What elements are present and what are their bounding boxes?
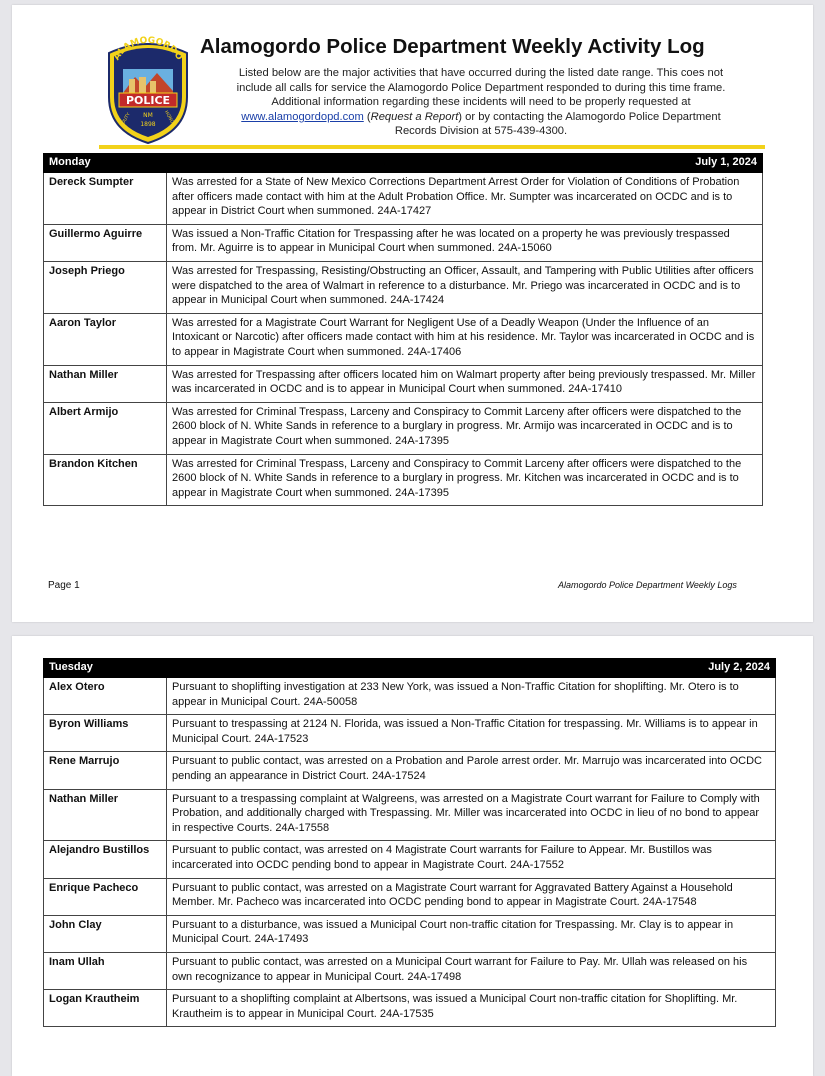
badge-center-text: POLICE xyxy=(125,94,171,107)
website-link[interactable]: www.alamogordopd.com xyxy=(241,110,364,123)
day-date: July 2, 2024 xyxy=(167,659,776,678)
day-header-row xyxy=(44,154,763,173)
table-row xyxy=(44,402,763,454)
badge-year-text: 1898 xyxy=(140,121,156,128)
person-name: Albert Armijo xyxy=(44,402,167,454)
table-row xyxy=(44,313,763,365)
person-name: Byron Williams xyxy=(44,715,167,752)
intro-paragraph xyxy=(200,66,762,139)
activity-description: Pursuant to public contact, was arrested on 4 Magistrate Court warrants for Failure to Appear. Mr. Bustillos was incarcerated into OCDC pending bond to appear in Magistrate Court. 24A-17552 xyxy=(167,841,776,878)
badge-ring-right-text: HONOR xyxy=(163,110,176,128)
activity-description: Pursuant to shoplifting investigation at 233 New York, was issued a Non-Traffic Citation for shoplifting. Mr. Otero is to appear in Municipal Court. 24A-50058 xyxy=(167,678,776,715)
table-row xyxy=(44,841,776,878)
document-page-2 xyxy=(12,636,813,1076)
intro-link-line: www.alamogordopd.com (Request a Report) or by contacting the Alamogordo Police Department xyxy=(241,110,721,123)
intro-line: include all calls for service the Alamogordo Police Department responded to during this time frame. xyxy=(236,81,726,94)
person-name: Alejandro Bustillos xyxy=(44,841,167,878)
activity-table-tuesday xyxy=(43,658,776,1027)
table-row xyxy=(44,224,763,261)
police-badge-logo xyxy=(105,33,191,145)
person-name: Brandon Kitchen xyxy=(44,454,167,506)
table-row xyxy=(44,878,776,915)
person-name: Nathan Miller xyxy=(44,789,167,841)
day-header-row xyxy=(44,659,776,678)
intro-line: Additional information regarding these incidents will need to be properly requested at xyxy=(271,96,691,109)
person-name: Inam Ullah xyxy=(44,952,167,989)
document-page-1 xyxy=(12,5,813,622)
person-name: John Clay xyxy=(44,915,167,952)
badge-top-text: ALAMOGORDO xyxy=(111,35,185,63)
activity-description: Pursuant to a shoplifting complaint at Albertsons, was issued a Municipal Court non-traffic citation for Shoplifting. Mr. Krautheim is to appear in Municipal Court. 24A-17535 xyxy=(167,990,776,1027)
activity-description: Pursuant to public contact, was arrested on a Municipal Court warrant for Failure to Pay. Mr. Ullah was released on his own recognizance to appear in Municipal Court. 24A-17498 xyxy=(167,952,776,989)
page-title: Alamogordo Police Department Weekly Activity Log xyxy=(200,35,705,58)
document-header xyxy=(12,5,813,155)
activity-description: Was arrested for Criminal Trespass, Larceny and Conspiracy to Commit Larceny after officers were dispatched to the 2600 block of N. White Sands in reference to a burglary in progress. Mr. Armijo was incarcerated in OCDC and is to appear in Magistrate Court when summoned. 24A-17395 xyxy=(167,402,763,454)
badge-ring-left-text: DUTY xyxy=(121,112,132,126)
table-row xyxy=(44,715,776,752)
header-divider xyxy=(99,145,765,149)
table-row xyxy=(44,789,776,841)
table-row xyxy=(44,454,763,506)
activity-description: Was arrested for Trespassing, Resisting/Obstructing an Officer, Assault, and Tampering with Public Utilities after officers were dispatched to the area of Walmart in reference to a disturbance. Mr. Priego was incarcerated in OCDC and is to appear in Municipal Court when summoned. 24A-17424 xyxy=(167,261,763,313)
person-name: Alex Otero xyxy=(44,678,167,715)
table-row xyxy=(44,952,776,989)
person-name: Nathan Miller xyxy=(44,365,167,402)
intro-line: Records Division at 575-439-4300. xyxy=(394,125,568,138)
activity-description: Was arrested for Criminal Trespass, Larceny and Conspiracy to Commit Larceny after officers were dispatched to the 2600 block of N. White Sands in reference to a burglary in progress. Mr. Kitchen was incarcerated in OCDC and is to appear in Magistrate Court when summoned. 24A-17395 xyxy=(167,454,763,506)
activity-description: Was arrested for a Magistrate Court Warrant for Negligent Use of a Deadly Weapon (Under the Influence of an Intoxicant or Narcotic) after officers made contact with him at his residence. Mr. Taylor was incarcerated in OCDC and is to appear in Magistrate Court when summoned. 24A-17406 xyxy=(167,313,763,365)
day-label: Tuesday xyxy=(44,659,167,678)
activity-table-monday xyxy=(43,153,763,506)
activity-description: Was arrested for a State of New Mexico Corrections Department Arrest Order for Violation of Conditions of Probation after officers made contact with him at the Adult Probation Office. Mr. Sumpter was incarcerated on OCDC and is to appear in District Court when summoned. 24A-17427 xyxy=(167,173,763,225)
activity-description: Pursuant to trespassing at 2124 N. Florida, was issued a Non-Traffic Citation for trespassing. Mr. Williams is to appear in Municipal Court. 24A-17523 xyxy=(167,715,776,752)
activity-description: Was issued a Non-Traffic Citation for Trespassing after he was located on a property he was previously trespassed from. Mr. Aguirre is to appear in Municipal Court when summoned. 24A-15060 xyxy=(167,224,763,261)
badge-state-text: NM xyxy=(143,112,153,119)
intro-link-tail: or by contacting the Alamogordo Police Department xyxy=(462,110,721,123)
table-row xyxy=(44,678,776,715)
activity-description: Was arrested for Trespassing after officers located him on Walmart property after being previously trespassed. Mr. Miller was incarcerated in OCDC and is to appear in Municipal Court when summoned. 24A-17410 xyxy=(167,365,763,402)
request-report-text: Request a Report xyxy=(370,110,459,123)
table-row xyxy=(44,990,776,1027)
activity-description: Pursuant to public contact, was arrested on a Probation and Parole arrest order. Mr. Marrujo was incarcerated into OCDC pending an appearance in District Court. 24A-17524 xyxy=(167,752,776,789)
footer-title: Alamogordo Police Department Weekly Logs xyxy=(558,580,737,590)
intro-line: Listed below are the major activities that have occurred during the listed date range. This coes not xyxy=(238,67,724,79)
day-label: Monday xyxy=(44,154,167,173)
person-name: Aaron Taylor xyxy=(44,313,167,365)
activity-description: Pursuant to a disturbance, was issued a Municipal Court non-traffic citation for Trespassing. Mr. Clay is to appear in Municipal Court. 24A-17493 xyxy=(167,915,776,952)
table-row xyxy=(44,915,776,952)
person-name: Logan Krautheim xyxy=(44,990,167,1027)
person-name: Enrique Pacheco xyxy=(44,878,167,915)
table-row xyxy=(44,261,763,313)
table-row xyxy=(44,752,776,789)
person-name: Rene Marrujo xyxy=(44,752,167,789)
table-row xyxy=(44,173,763,225)
day-date: July 1, 2024 xyxy=(167,154,763,173)
activity-description: Pursuant to public contact, was arrested on a Magistrate Court warrant for Aggravated Battery Against a Household Member. Mr. Pacheco was incarcerated into OCDC pending bond to appear in Magistrate Court. 24A-17548 xyxy=(167,878,776,915)
person-name: Dereck Sumpter xyxy=(44,173,167,225)
activity-description: Pursuant to a trespassing complaint at Walgreens, was arrested on a Magistrate Court warrant for Failure to Comply with Probation, and additionally charged with Trespassing. Mr. Miller was incarcerated into OCDC in lieu of no bond to appear in respective Courts. 24A-17558 xyxy=(167,789,776,841)
page-number: Page 1 xyxy=(48,580,80,591)
person-name: Guillermo Aguirre xyxy=(44,224,167,261)
person-name: Joseph Priego xyxy=(44,261,167,313)
table-row xyxy=(44,365,763,402)
